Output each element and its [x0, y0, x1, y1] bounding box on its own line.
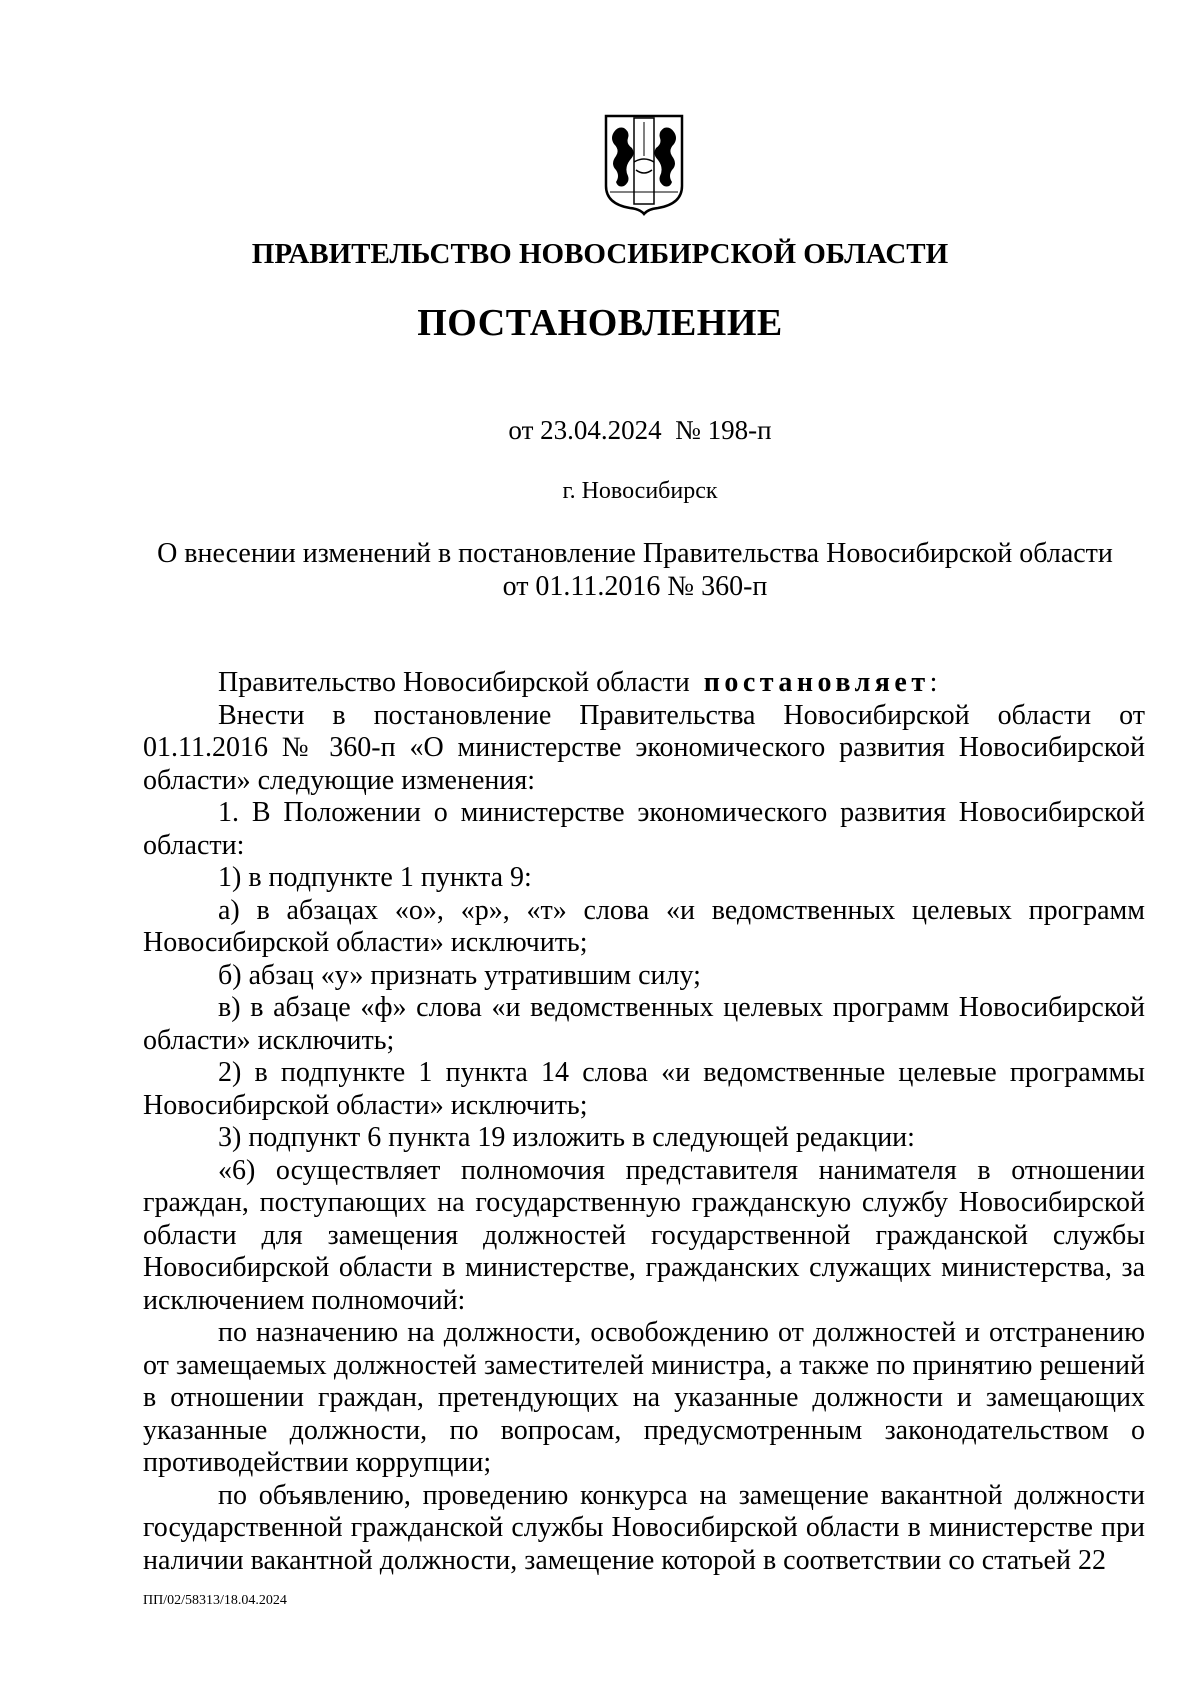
- body-paragraph: «6) осуществляет полномочия представителя нанимателя в отношении граждан, поступающих на государственную гражданскую службу Новосибирской области для замещения должностей государственной гражданской службы Новосибирской области в министерстве, гражданских служащих министерства, за исключением полномочий:: [143, 1154, 1145, 1316]
- government-name: ПРАВИТЕЛЬСТВО НОВОСИБИРСКОЙ ОБЛАСТИ: [251, 238, 949, 270]
- body-paragraph: в) в абзаце «ф» слова «и ведомственных целевых программ Новосибирской области» исключить;: [143, 992, 1145, 1056]
- document-subject: [150, 537, 1120, 603]
- body-paragraph: б) абзац «у» признать утратившим силу;: [218, 959, 701, 991]
- decree-intro-paragraph: [143, 667, 1145, 700]
- document-footer-code: ПП/02/58313/18.04.2024: [143, 1593, 287, 1608]
- decree-intro-text: Правительство Новосибирской области: [218, 667, 690, 698]
- body-paragraph: по объявлению, проведению конкурса на замещение вакантной должности государственной гражданской службы Новосибирской области в министерстве при наличии вакантной должности, замещение которой в соответствии со статьей 22: [143, 1479, 1145, 1576]
- date-and-number: от 23.04.2024 № 198-п: [508, 415, 772, 445]
- decree-colon: :: [929, 667, 938, 698]
- body-paragraph: 1. В Положении о министерстве экономического развития Новосибирской области:: [143, 797, 1145, 861]
- document-body: [143, 667, 1145, 1577]
- subject-line-2: от 01.11.2016 № 360-п: [502, 571, 768, 602]
- body-paragraph: 1) в подпункте 1 пункта 9:: [218, 862, 532, 893]
- body-paragraph: 3) подпункт 6 пункта 19 изложить в следующей редакции:: [218, 1122, 915, 1153]
- body-paragraph: по назначению на должности, освобождению от должностей и отстранению от замещаемых должностей заместителей министра, а также по принятию решений в отношении граждан, претендующих на указанные должности и замещающих указанные должности, по вопросам, предусмотренным законодательством о противодействии коррупции;: [143, 1317, 1145, 1478]
- body-paragraph: Внести в постановление Правительства Новосибирской области от 01.11.2016 № 360-п «О министерстве экономического развития Новосибирской области» следующие изменения:: [143, 699, 1145, 796]
- body-paragraph: 2) в подпункте 1 пункта 14 слова «и ведомственные целевые программы Новосибирской области» исключить;: [143, 1057, 1145, 1121]
- city-name: г. Новосибирск: [562, 478, 718, 504]
- decree-word: постановляет: [703, 667, 930, 698]
- body-paragraph: а) в абзацах «о», «р», «т» слова «и ведомственных целевых программ Новосибирской области» исключить;: [143, 894, 1145, 958]
- document-type-title: ПОСТАНОВЛЕНИЕ: [417, 302, 783, 344]
- subject-line-1: О внесении изменений в постановление Правительства Новосибирской области: [157, 538, 1113, 569]
- coat-of-arms-icon: [602, 112, 686, 216]
